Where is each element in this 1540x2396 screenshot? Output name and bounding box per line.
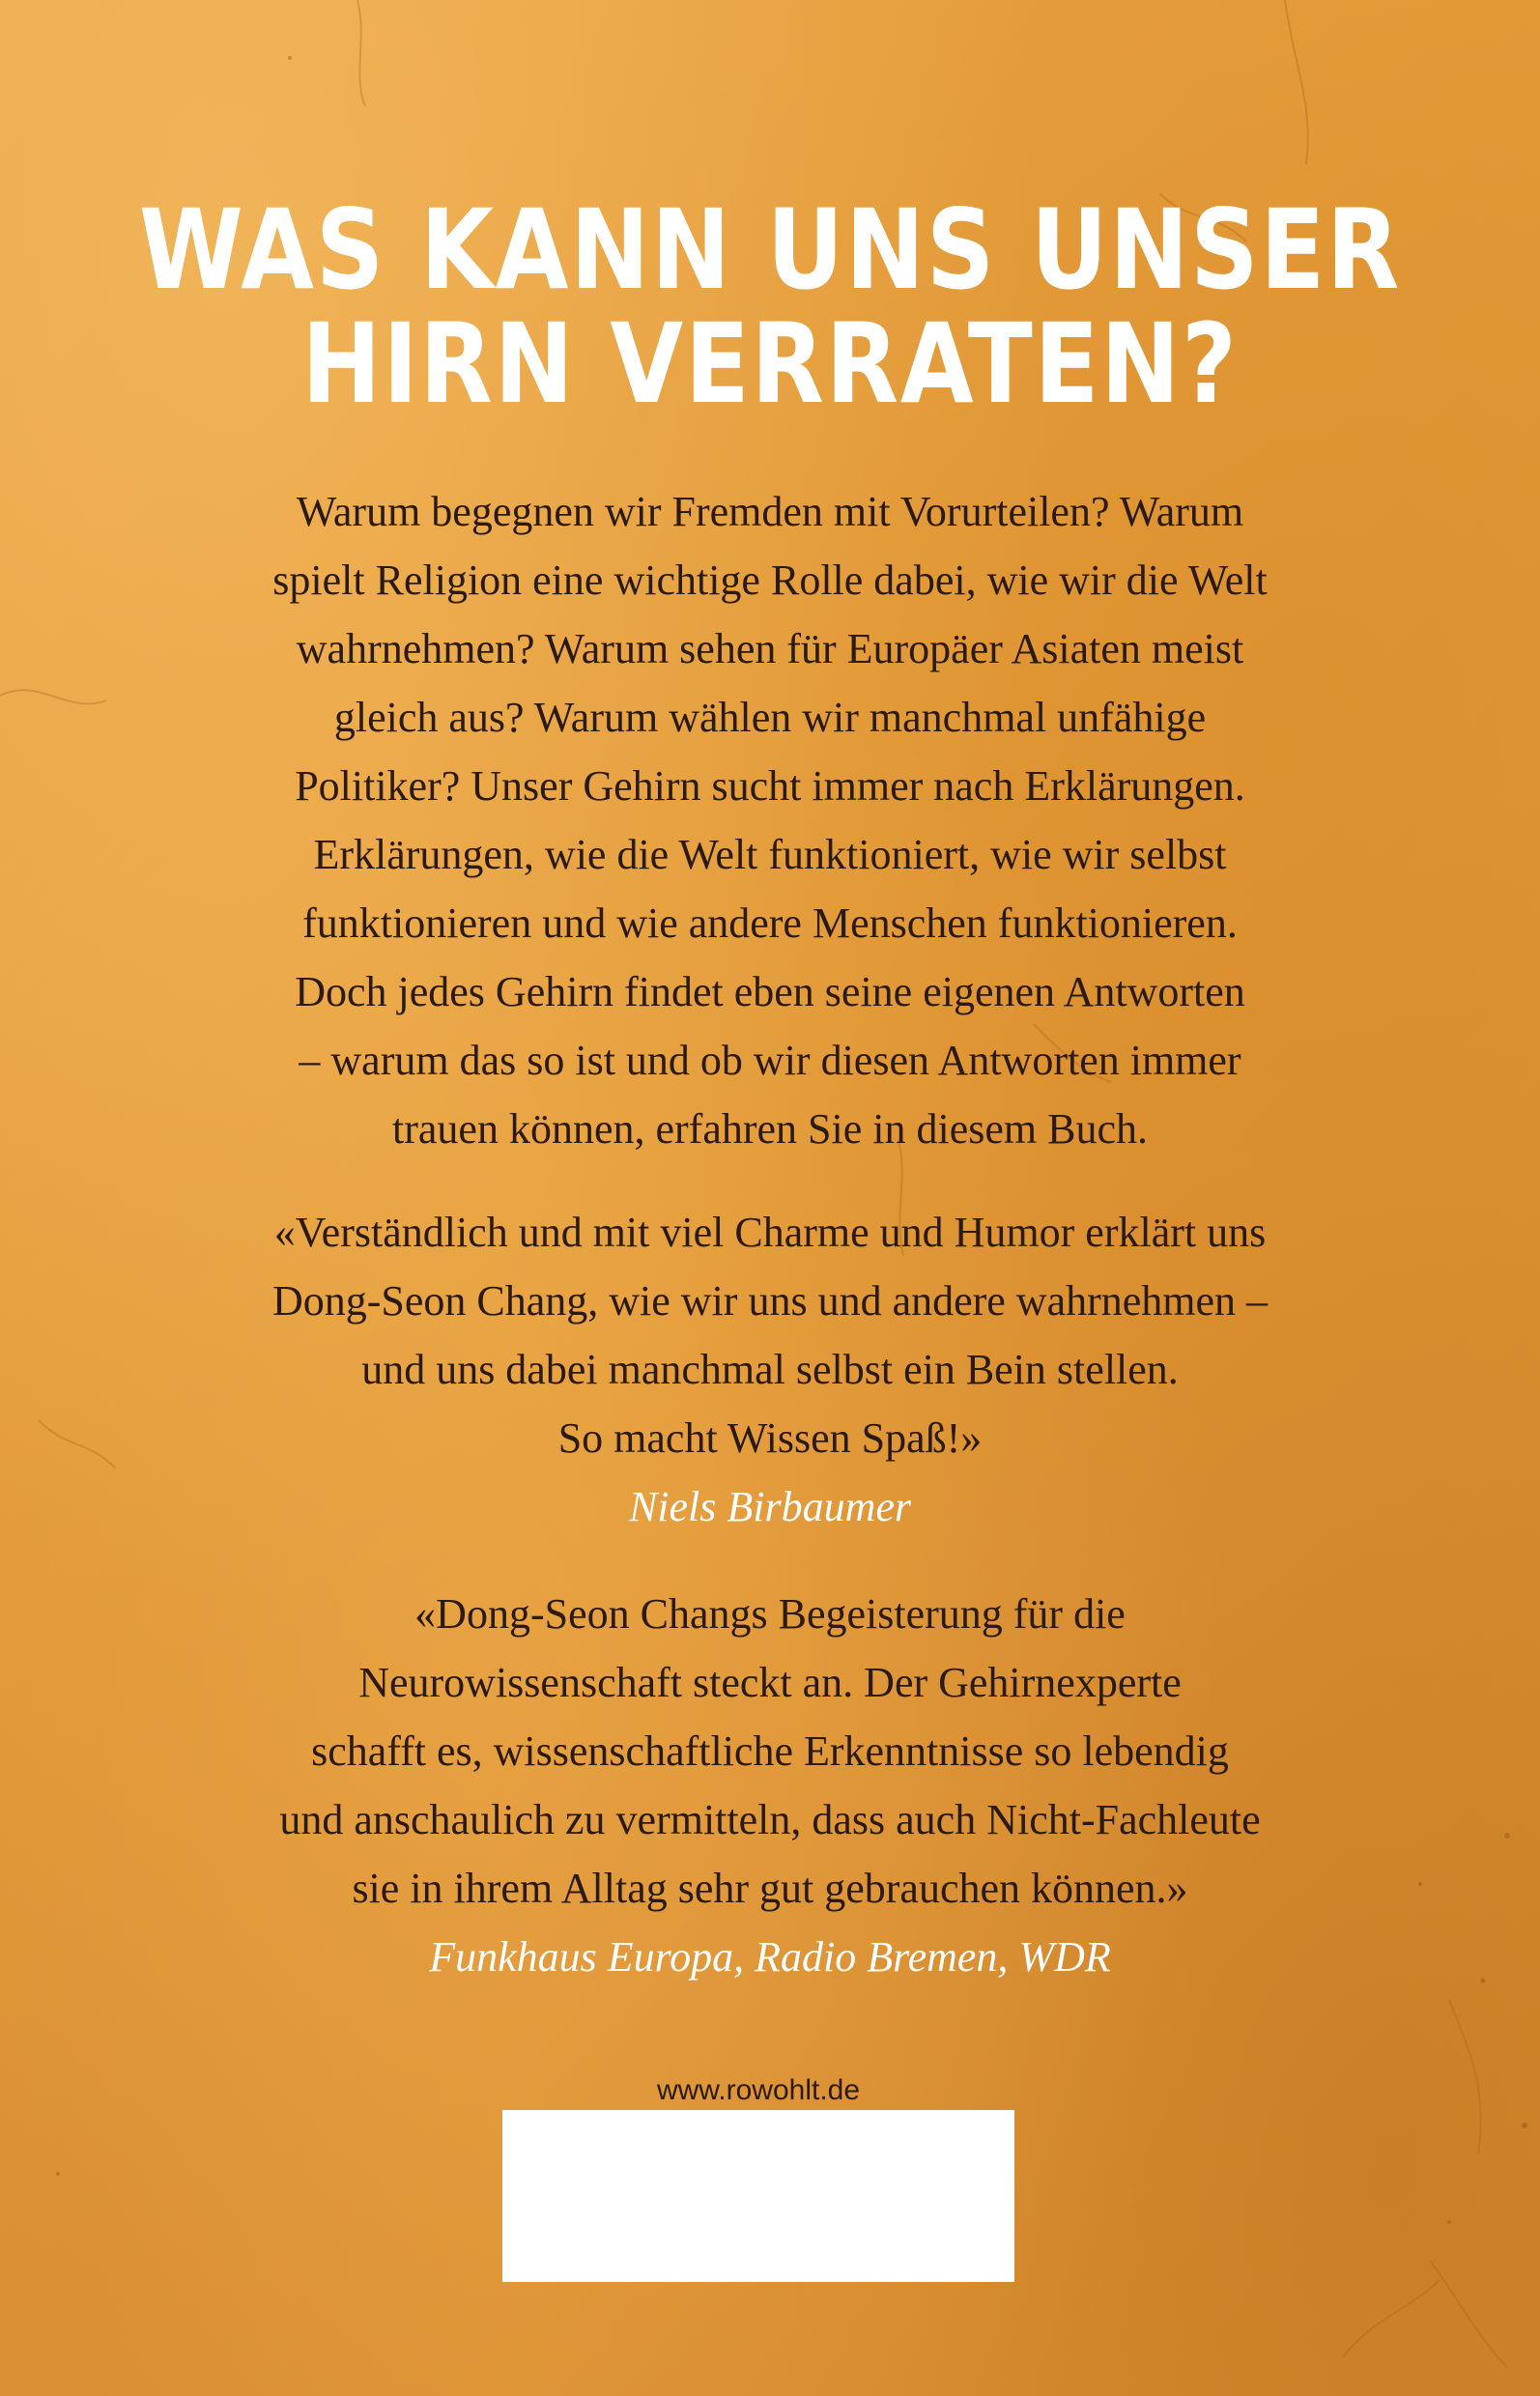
blurb-line: wahrnehmen? Warum sehen für Europäer Asiaten meist [296,625,1244,672]
quote-line: schafft es, wissenschaftliche Erkenntnisse so lebendig [311,1727,1229,1775]
barcode-area [502,2110,1014,2282]
blurb-line: Erklärungen, wie die Welt funktioniert, wie wir selbst [313,831,1227,878]
quote-line: und uns dabei manchmal selbst ein Bein stellen. [361,1346,1179,1393]
blurb-line: Doch jedes Gehirn findet eben seine eigenen Antworten [295,968,1245,1015]
quote-line: sie in ihrem Alltag sehr gut gebrauchen können.» [352,1865,1188,1912]
quote-line: «Dong-Seon Changs Begeisterung für die [414,1590,1126,1638]
blurb-line: – warum das so ist und ob wir diesen Antworten immer [299,1037,1241,1084]
quote-line: Dong-Seon Chang, wie wir uns und andere wahrnehmen – [271,1277,1269,1325]
quote-line: So macht Wissen Spaß!» [557,1414,983,1462]
review-quote [145,1198,1395,1541]
quote-source: Niels Birbaumer [628,1483,912,1530]
quote-source: Funkhaus Europa, Radio Bremen, WDR [429,1933,1111,1981]
blurb-line: spielt Religion eine wichtige Rolle dabei, wie wir die Welt [272,556,1268,604]
blurb-line: Warum begegnen wir Fremden mit Vorurteilen? Warum [296,488,1244,535]
headline-line: WAS KANN UNS UNSER [138,185,1402,314]
blurb-line: Politiker? Unser Gehirn sucht immer nach Erklärungen. [295,762,1245,810]
quote-line: und anschaulich zu vermitteln, dass auch Nicht-Fachleute [279,1796,1261,1843]
blurb-line: trauen können, erfahren Sie in diesem Buch. [392,1105,1148,1153]
blurb-line: funktionieren und wie andere Menschen funktionieren. [302,899,1238,947]
blurb-paragraph [145,477,1395,1163]
headline [108,185,1433,428]
quote-line: «Verständlich und mit viel Charme und Humor erklärt uns [273,1209,1267,1256]
quote-line: Neurowissenschaft steckt an. Der Gehirnexperte [358,1659,1182,1706]
blurb-line: gleich aus? Warum wählen wir manchmal unfähige [333,694,1207,741]
review-quote [145,1580,1395,1991]
publisher-website: www.rowohlt.de [656,2074,861,2106]
headline-line: HIRN VERRATEN? [301,300,1239,428]
